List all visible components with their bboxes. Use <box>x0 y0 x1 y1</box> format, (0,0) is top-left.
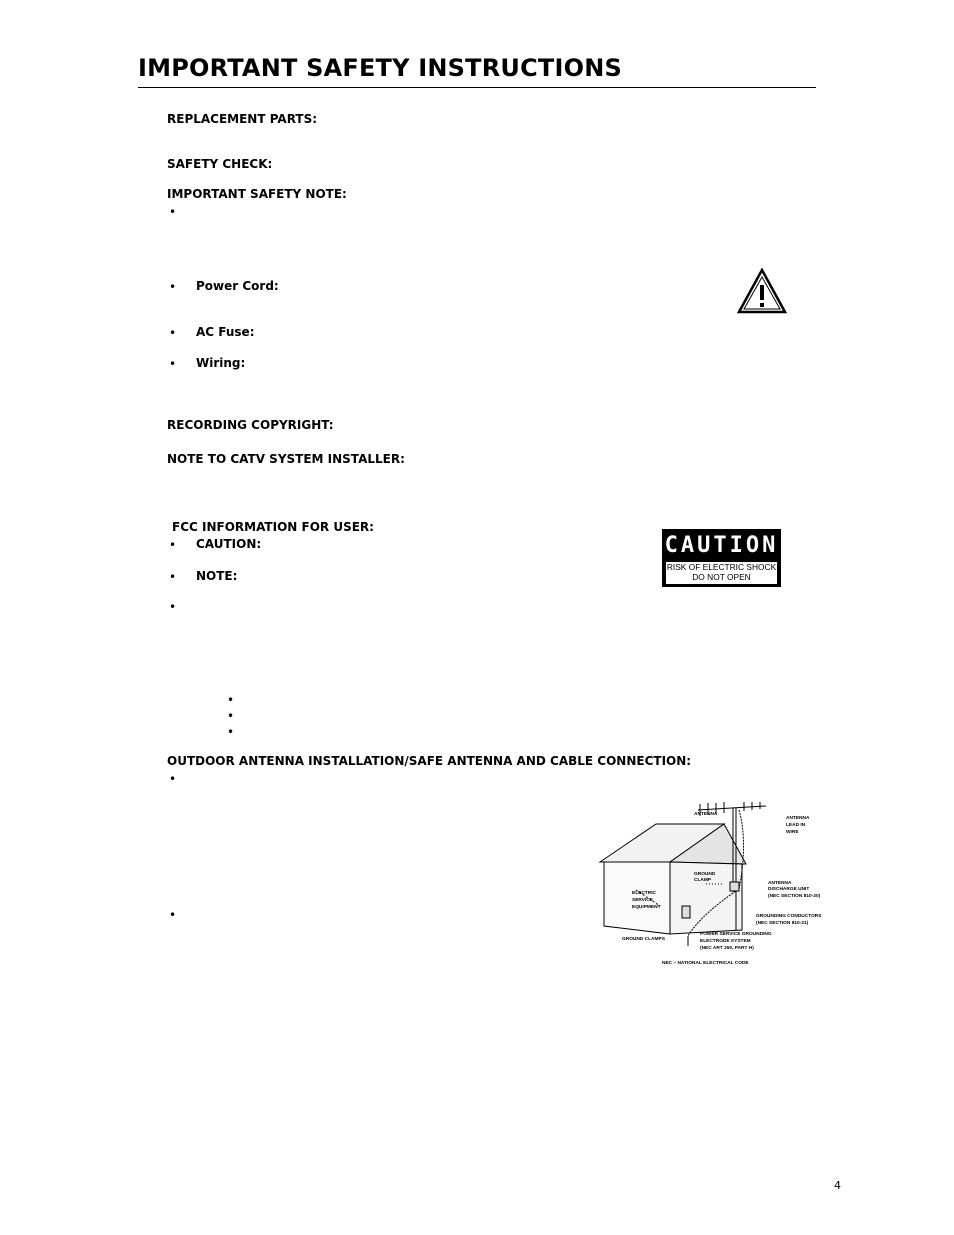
diagram-label-electrode-2: ELECTRODE SYSTEM <box>700 939 751 944</box>
bullet: • <box>169 357 177 371</box>
diagram-label-service-3: EQUIPMENT <box>632 905 661 910</box>
ac-fuse-label: AC Fuse: <box>196 325 255 339</box>
outdoor-antenna-heading: OUTDOOR ANTENNA INSTALLATION/SAFE ANTENNA AND CABLE CONNECTION: <box>167 754 692 768</box>
warning-triangle-icon <box>737 268 787 314</box>
diagram-label-conductors-2: (NEC SECTION 810-21) <box>756 921 809 926</box>
diagram-label-lead-in-1: ANTENNA <box>786 816 810 821</box>
diagram-label-service-1: ELECTRIC <box>632 891 656 896</box>
diagram-label-ground-clamp-1: GROUND <box>694 872 716 877</box>
diagram-label-lead-in-2: LEAD IN <box>786 823 806 828</box>
diagram-label-electrode-3: (NEC ART 250, PART H) <box>700 946 754 951</box>
note-label-text: NOTE: <box>196 569 238 583</box>
diagram-label-electrode-1: POWER SERVICE GROUNDING <box>700 932 772 937</box>
bullet: • <box>169 772 177 786</box>
diagram-label-conductors-1: GROUNDING CONDUCTORS <box>756 914 822 919</box>
bullet: • <box>169 538 177 552</box>
bullet: • <box>227 725 235 739</box>
bullet: • <box>169 600 177 614</box>
diagram-label-footer: NEC – NATIONAL ELECTRICAL CODE <box>662 961 749 966</box>
caution-box-line2: DO NOT OPEN <box>692 572 751 582</box>
diagram-label-lead-in-3: WIRE <box>786 830 799 835</box>
bullet: • <box>169 205 177 219</box>
antenna-grounding-diagram <box>596 794 828 970</box>
caution-box-line1: RISK OF ELECTRIC SHOCK <box>666 562 777 572</box>
fcc-info-heading: FCC INFORMATION FOR USER: <box>172 520 374 534</box>
bullet: • <box>169 570 177 584</box>
page-number: 4 <box>834 1179 841 1192</box>
power-cord-label: Power Cord: <box>196 279 279 293</box>
diagram-label-ground-clamps: GROUND CLAMPS <box>622 937 665 942</box>
diagram-label-discharge-2: DISCHARGE UNIT <box>768 887 810 892</box>
caution-label-text: CAUTION: <box>196 537 262 551</box>
bullet: • <box>227 693 235 707</box>
catv-note-heading: NOTE TO CATV SYSTEM INSTALLER: <box>167 452 405 466</box>
recording-copyright-heading: RECORDING COPYRIGHT: <box>167 418 334 432</box>
diagram-label-service-2: SERVICE <box>632 898 653 903</box>
diagram-label-discharge-1: ANTENNA <box>768 881 792 886</box>
safety-check-heading: SAFETY CHECK: <box>167 157 273 171</box>
bullet: • <box>169 280 177 294</box>
replacement-parts-heading: REPLACEMENT PARTS: <box>167 112 318 126</box>
diagram-label-antenna: ANTENNA <box>694 812 718 817</box>
title-rule <box>138 87 816 88</box>
diagram-label-discharge-3: (NEC SECTION 810-20) <box>768 894 821 899</box>
bullet: • <box>227 709 235 723</box>
diagram-label-ground-clamp-2: CLAMP <box>694 878 712 883</box>
wiring-label: Wiring: <box>196 356 246 370</box>
caution-box <box>662 529 781 587</box>
bullet: • <box>169 326 177 340</box>
bullet: • <box>169 908 177 922</box>
caution-box-heading: CAUTION <box>664 533 779 558</box>
important-safety-note-heading: IMPORTANT SAFETY NOTE: <box>167 187 347 201</box>
page-title: IMPORTANT SAFETY INSTRUCTIONS <box>138 54 622 82</box>
